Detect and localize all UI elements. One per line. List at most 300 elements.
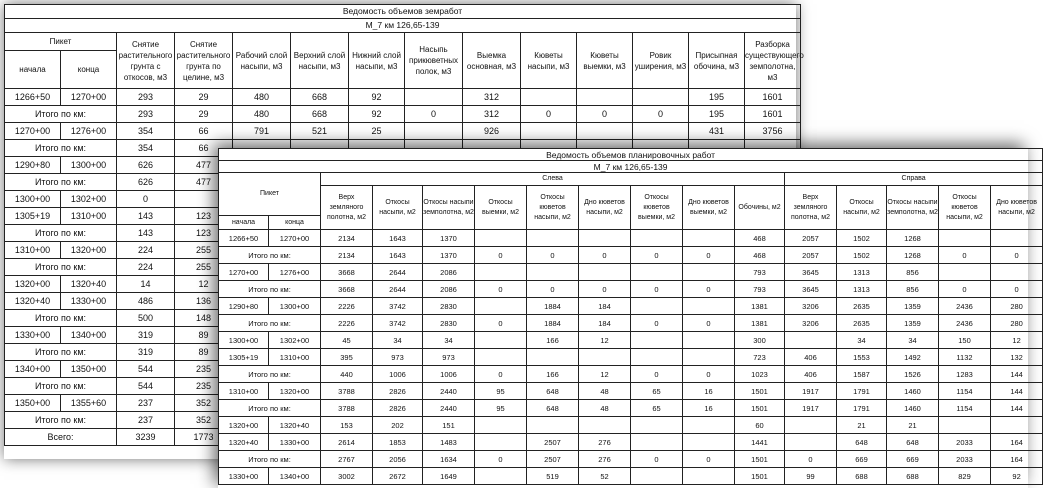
column-header: Откосы насыпи земполотна, м2 (887, 186, 939, 230)
value-cell: 1359 (887, 315, 939, 332)
value-cell (405, 123, 463, 140)
value-cell: 34 (373, 332, 423, 349)
value-cell: 65 (631, 383, 683, 400)
column-header: Ровик уширения, м3 (633, 33, 689, 89)
value-cell (475, 298, 527, 315)
value-cell: 235 (175, 361, 233, 378)
column-header: Дно кюветов выемки, м2 (683, 186, 735, 230)
value-cell: 280 (991, 315, 1043, 332)
value-cell: 2644 (373, 281, 423, 298)
column-header: Верхний слой насыпи, м3 (291, 33, 349, 89)
piket-start-cell: 1350+00 (5, 395, 61, 412)
value-cell: 0 (683, 366, 735, 383)
subtotal-row (5, 106, 801, 123)
value-cell: 16 (683, 383, 735, 400)
value-cell: 648 (527, 383, 579, 400)
value-cell: 235 (175, 378, 233, 395)
value-cell: 468 (735, 230, 785, 247)
value-cell: 1502 (837, 230, 887, 247)
value-cell: 793 (735, 281, 785, 298)
value-cell: 12 (579, 332, 631, 349)
value-cell: 0 (475, 247, 527, 264)
column-header: Дно кюветов насыпи, м2 (579, 186, 631, 230)
value-cell (939, 417, 991, 434)
value-cell: 143 (117, 225, 175, 242)
value-cell: 34 (423, 332, 475, 349)
piket-start-cell: 1330+00 (219, 468, 269, 485)
value-cell: 486 (117, 293, 175, 310)
value-cell: 669 (837, 451, 887, 468)
value-cell: 319 (117, 327, 175, 344)
value-cell: 973 (373, 349, 423, 366)
value-cell: 1634 (423, 451, 475, 468)
value-cell: 123 (175, 225, 233, 242)
value-cell: 1501 (735, 468, 785, 485)
value-cell (527, 264, 579, 281)
value-cell: 1441 (735, 434, 785, 451)
piket-end-cell: 1330+00 (61, 293, 117, 310)
value-cell: 136 (175, 293, 233, 310)
piket-end-cell: 1300+00 (269, 298, 321, 315)
value-cell: 95 (475, 400, 527, 417)
piket-start-cell: 1320+00 (5, 276, 61, 293)
piket-start-cell: 1300+00 (5, 191, 61, 208)
value-cell: 352 (175, 395, 233, 412)
table-row (219, 264, 1043, 281)
table-row (219, 349, 1043, 366)
value-cell: 2830 (423, 298, 475, 315)
subtotal-row (219, 400, 1043, 417)
right-side-header: Справа (785, 173, 1043, 186)
grading-sheet (218, 148, 1037, 488)
value-cell: 2635 (837, 315, 887, 332)
table-row (219, 332, 1043, 349)
value-cell: 144 (991, 366, 1043, 383)
value-cell: 1370 (423, 247, 475, 264)
value-cell: 65 (631, 400, 683, 417)
column-header: Откосы насыпи земполотна, м2 (423, 186, 475, 230)
value-cell: 395 (321, 349, 373, 366)
value-cell: 0 (683, 451, 735, 468)
value-cell (991, 264, 1043, 281)
value-cell: 92 (349, 89, 405, 106)
value-cell: 151 (423, 417, 475, 434)
value-cell: 0 (633, 106, 689, 123)
value-cell: 0 (579, 281, 631, 298)
subtotal-label: Итого по км: (5, 344, 117, 361)
value-cell: 3788 (321, 383, 373, 400)
table-row (219, 230, 1043, 247)
value-cell: 2226 (321, 298, 373, 315)
value-cell (579, 349, 631, 366)
sheet-subtitle: М_7 км 126,65-139 (219, 161, 1043, 173)
value-cell (785, 417, 837, 434)
subtotal-label: Всего: (5, 429, 117, 446)
value-cell: 48 (579, 383, 631, 400)
value-cell: 3206 (785, 298, 837, 315)
value-cell: 1501 (735, 451, 785, 468)
value-cell: 480 (233, 89, 291, 106)
value-cell: 2436 (939, 298, 991, 315)
value-cell: 123 (175, 208, 233, 225)
piket-start-cell: 1270+00 (219, 264, 269, 281)
value-cell: 25 (349, 123, 405, 140)
value-cell: 21 (887, 417, 939, 434)
value-cell: 1917 (785, 383, 837, 400)
value-cell: 0 (991, 247, 1043, 264)
piket-end-cell: 1320+40 (61, 276, 117, 293)
value-cell: 16 (683, 400, 735, 417)
subtotal-label: Итого по км: (219, 281, 321, 298)
piket-end-header: конца (61, 51, 117, 89)
piket-end-cell: 1270+00 (269, 230, 321, 247)
piket-start-cell: 1290+80 (219, 298, 269, 315)
value-cell: 312 (463, 106, 521, 123)
value-cell (683, 298, 735, 315)
value-cell (683, 468, 735, 485)
value-cell: 0 (405, 106, 463, 123)
value-cell: 856 (887, 281, 939, 298)
value-cell: 52 (579, 468, 631, 485)
value-cell: 143 (117, 208, 175, 225)
piket-start-cell: 1266+50 (5, 89, 61, 106)
piket-end-cell: 1270+00 (61, 89, 117, 106)
value-cell (633, 89, 689, 106)
value-cell: 92 (349, 106, 405, 123)
value-cell (527, 417, 579, 434)
value-cell: 856 (887, 264, 939, 281)
piket-header: Пикет (5, 33, 117, 51)
value-cell: 237 (117, 395, 175, 412)
value-cell: 3742 (373, 315, 423, 332)
subtotal-label: Итого по км: (5, 378, 117, 395)
table-row (219, 298, 1043, 315)
value-cell (631, 417, 683, 434)
value-cell: 3645 (785, 281, 837, 298)
value-cell: 431 (689, 123, 745, 140)
value-cell: 293 (117, 89, 175, 106)
value-cell: 2086 (423, 281, 475, 298)
piket-end-cell: 1276+00 (269, 264, 321, 281)
sheet-title: Ведомость объемов планировочных работ (219, 149, 1043, 161)
value-cell: 319 (117, 344, 175, 361)
value-cell: 1370 (423, 230, 475, 247)
value-cell: 1154 (939, 400, 991, 417)
value-cell: 521 (291, 123, 349, 140)
value-cell (631, 264, 683, 281)
column-header: Нижний слой насыпи, м3 (349, 33, 405, 89)
value-cell: 1023 (735, 366, 785, 383)
value-cell (475, 230, 527, 247)
value-cell: 688 (837, 468, 887, 485)
value-cell: 1526 (887, 366, 939, 383)
value-cell: 973 (423, 349, 475, 366)
value-cell: 477 (175, 157, 233, 174)
subtotal-label: Итого по км: (219, 315, 321, 332)
piket-start-cell: 1300+00 (219, 332, 269, 349)
value-cell: 354 (117, 140, 175, 157)
piket-end-cell: 1320+40 (269, 417, 321, 434)
value-cell: 66 (175, 123, 233, 140)
value-cell (521, 123, 577, 140)
piket-end-cell: 1355+60 (61, 395, 117, 412)
value-cell (577, 89, 633, 106)
value-cell: 1853 (373, 434, 423, 451)
value-cell: 1006 (423, 366, 475, 383)
value-cell: 2226 (321, 315, 373, 332)
value-cell: 300 (735, 332, 785, 349)
value-cell: 1601 (745, 106, 801, 123)
value-cell: 668 (291, 89, 349, 106)
value-cell: 793 (735, 264, 785, 281)
value-cell: 0 (683, 281, 735, 298)
value-cell (785, 434, 837, 451)
value-cell: 829 (939, 468, 991, 485)
value-cell: 29 (175, 89, 233, 106)
value-cell (405, 89, 463, 106)
value-cell: 0 (631, 315, 683, 332)
value-cell (579, 417, 631, 434)
value-cell: 668 (291, 106, 349, 123)
piket-start-cell: 1330+00 (5, 327, 61, 344)
piket-start-cell: 1320+40 (219, 434, 269, 451)
value-cell: 2507 (527, 451, 579, 468)
value-cell: 500 (117, 310, 175, 327)
value-cell: 440 (321, 366, 373, 383)
column-header: Откосы выемки, м2 (475, 186, 527, 230)
value-cell: 2507 (527, 434, 579, 451)
table-row (5, 89, 801, 106)
piket-start-header: начала (219, 216, 269, 230)
piket-end-cell: 1320+00 (61, 242, 117, 259)
value-cell (633, 123, 689, 140)
value-cell: 293 (117, 106, 175, 123)
value-cell: 2614 (321, 434, 373, 451)
value-cell: 29 (175, 106, 233, 123)
value-cell: 0 (631, 451, 683, 468)
value-cell: 519 (527, 468, 579, 485)
value-cell (785, 332, 837, 349)
piket-end-cell: 1340+00 (61, 327, 117, 344)
value-cell: 2767 (321, 451, 373, 468)
value-cell: 544 (117, 361, 175, 378)
value-cell: 0 (577, 106, 633, 123)
value-cell: 544 (117, 378, 175, 395)
value-cell: 1587 (837, 366, 887, 383)
piket-start-cell: 1310+00 (5, 242, 61, 259)
piket-start-cell: 1266+50 (219, 230, 269, 247)
piket-start-cell: 1270+00 (5, 123, 61, 140)
value-cell (579, 230, 631, 247)
column-header: Выемка основная, м3 (463, 33, 521, 89)
value-cell (631, 332, 683, 349)
value-cell: 1791 (837, 383, 887, 400)
value-cell: 2057 (785, 247, 837, 264)
value-cell: 0 (939, 247, 991, 264)
value-cell: 144 (991, 383, 1043, 400)
value-cell: 164 (991, 434, 1043, 451)
value-cell: 0 (475, 315, 527, 332)
value-cell: 468 (735, 247, 785, 264)
value-cell: 2635 (837, 298, 887, 315)
value-cell (631, 434, 683, 451)
column-header: Обочины, м2 (735, 186, 785, 230)
value-cell: 1791 (837, 400, 887, 417)
value-cell: 2830 (423, 315, 475, 332)
value-cell: 1884 (527, 315, 579, 332)
column-header: Откосы кюветов насыпи, м2 (939, 186, 991, 230)
value-cell: 0 (683, 315, 735, 332)
column-header: Верх земляного полотна, м2 (785, 186, 837, 230)
piket-start-cell: 1340+00 (5, 361, 61, 378)
value-cell: 0 (785, 451, 837, 468)
value-cell (527, 230, 579, 247)
value-cell: 3206 (785, 315, 837, 332)
value-cell: 352 (175, 412, 233, 429)
value-cell: 723 (735, 349, 785, 366)
subtotal-row (219, 315, 1043, 332)
value-cell: 1313 (837, 264, 887, 281)
value-cell: 1643 (373, 247, 423, 264)
value-cell: 1773 (175, 429, 233, 446)
value-cell: 255 (175, 242, 233, 259)
piket-start-cell: 1320+00 (219, 417, 269, 434)
value-cell: 45 (321, 332, 373, 349)
value-cell: 224 (117, 259, 175, 276)
subtotal-label: Итого по км: (219, 451, 321, 468)
value-cell (475, 264, 527, 281)
value-cell: 2134 (321, 230, 373, 247)
value-cell: 34 (837, 332, 887, 349)
column-header: Насыпь прикюветных полок, м3 (405, 33, 463, 89)
value-cell: 255 (175, 259, 233, 276)
piket-end-cell: 1330+00 (269, 434, 321, 451)
value-cell: 3756 (745, 123, 801, 140)
value-cell: 1492 (887, 349, 939, 366)
value-cell: 0 (939, 281, 991, 298)
value-cell: 1643 (373, 230, 423, 247)
value-cell: 2134 (321, 247, 373, 264)
value-cell: 195 (689, 106, 745, 123)
subtotal-row (219, 281, 1043, 298)
subtotal-label: Итого по км: (219, 400, 321, 417)
piket-end-cell: 1350+00 (61, 361, 117, 378)
column-header: Кюветы выемки, м3 (577, 33, 633, 89)
value-cell: 406 (785, 366, 837, 383)
value-cell: 2672 (373, 468, 423, 485)
value-cell: 2057 (785, 230, 837, 247)
value-cell: 648 (887, 434, 939, 451)
value-cell (683, 332, 735, 349)
value-cell: 48 (579, 400, 631, 417)
value-cell: 477 (175, 174, 233, 191)
value-cell (475, 349, 527, 366)
value-cell (683, 264, 735, 281)
value-cell: 34 (887, 332, 939, 349)
value-cell: 0 (527, 247, 579, 264)
value-cell (631, 298, 683, 315)
value-cell: 480 (233, 106, 291, 123)
piket-end-cell: 1302+00 (269, 332, 321, 349)
subtotal-label: Итого по км: (5, 412, 117, 429)
subtotal-label: Итого по км: (5, 225, 117, 242)
value-cell: 1649 (423, 468, 475, 485)
value-cell: 60 (735, 417, 785, 434)
value-cell: 166 (527, 332, 579, 349)
value-cell: 184 (579, 298, 631, 315)
value-cell: 1483 (423, 434, 475, 451)
value-cell: 626 (117, 157, 175, 174)
value-cell (683, 417, 735, 434)
value-cell: 1132 (939, 349, 991, 366)
sheet-title: Ведомость объемов земработ (5, 5, 801, 19)
subtotal-label: Итого по км: (5, 259, 117, 276)
value-cell (631, 349, 683, 366)
value-cell (475, 332, 527, 349)
piket-end-cell: 1310+00 (61, 208, 117, 225)
column-header: Присыпная обочина, м3 (689, 33, 745, 89)
column-header: Снятие растительного грунта по целине, м3 (175, 33, 233, 89)
value-cell: 1381 (735, 298, 785, 315)
value-cell (939, 264, 991, 281)
value-cell (579, 264, 631, 281)
value-cell: 2033 (939, 451, 991, 468)
piket-start-header: начала (5, 51, 61, 89)
subtotal-label: Итого по км: (5, 140, 117, 157)
value-cell: 1502 (837, 247, 887, 264)
value-cell: 184 (579, 315, 631, 332)
piket-start-cell: 1305+19 (5, 208, 61, 225)
piket-end-cell: 1310+00 (269, 349, 321, 366)
value-cell (527, 349, 579, 366)
value-cell: 1359 (887, 298, 939, 315)
column-header: Откосы насыпи, м2 (373, 186, 423, 230)
value-cell: 89 (175, 344, 233, 361)
value-cell: 276 (579, 451, 631, 468)
value-cell: 648 (527, 400, 579, 417)
value-cell: 12 (175, 276, 233, 293)
value-cell: 3239 (117, 429, 175, 446)
value-cell: 669 (887, 451, 939, 468)
value-cell: 648 (837, 434, 887, 451)
piket-header: Пикет (219, 173, 321, 216)
value-cell (683, 434, 735, 451)
piket-end-cell: 1340+00 (269, 468, 321, 485)
value-cell: 1006 (373, 366, 423, 383)
value-cell: 1501 (735, 400, 785, 417)
value-cell: 1268 (887, 230, 939, 247)
value-cell: 0 (631, 366, 683, 383)
value-cell: 237 (117, 412, 175, 429)
value-cell: 626 (117, 174, 175, 191)
subtotal-row (219, 247, 1043, 264)
value-cell: 12 (991, 332, 1043, 349)
value-cell: 1154 (939, 383, 991, 400)
value-cell: 1460 (887, 383, 939, 400)
value-cell: 202 (373, 417, 423, 434)
value-cell: 0 (527, 281, 579, 298)
value-cell: 0 (579, 247, 631, 264)
table-row (5, 123, 801, 140)
value-cell: 276 (579, 434, 631, 451)
value-cell: 0 (475, 281, 527, 298)
subtotal-label: Итого по км: (219, 366, 321, 383)
piket-start-cell: 1310+00 (219, 383, 269, 400)
column-header: Откосы кюветов насыпи, м2 (527, 186, 579, 230)
value-cell: 95 (475, 383, 527, 400)
piket-end-cell: 1302+00 (61, 191, 117, 208)
value-cell: 2440 (423, 400, 475, 417)
